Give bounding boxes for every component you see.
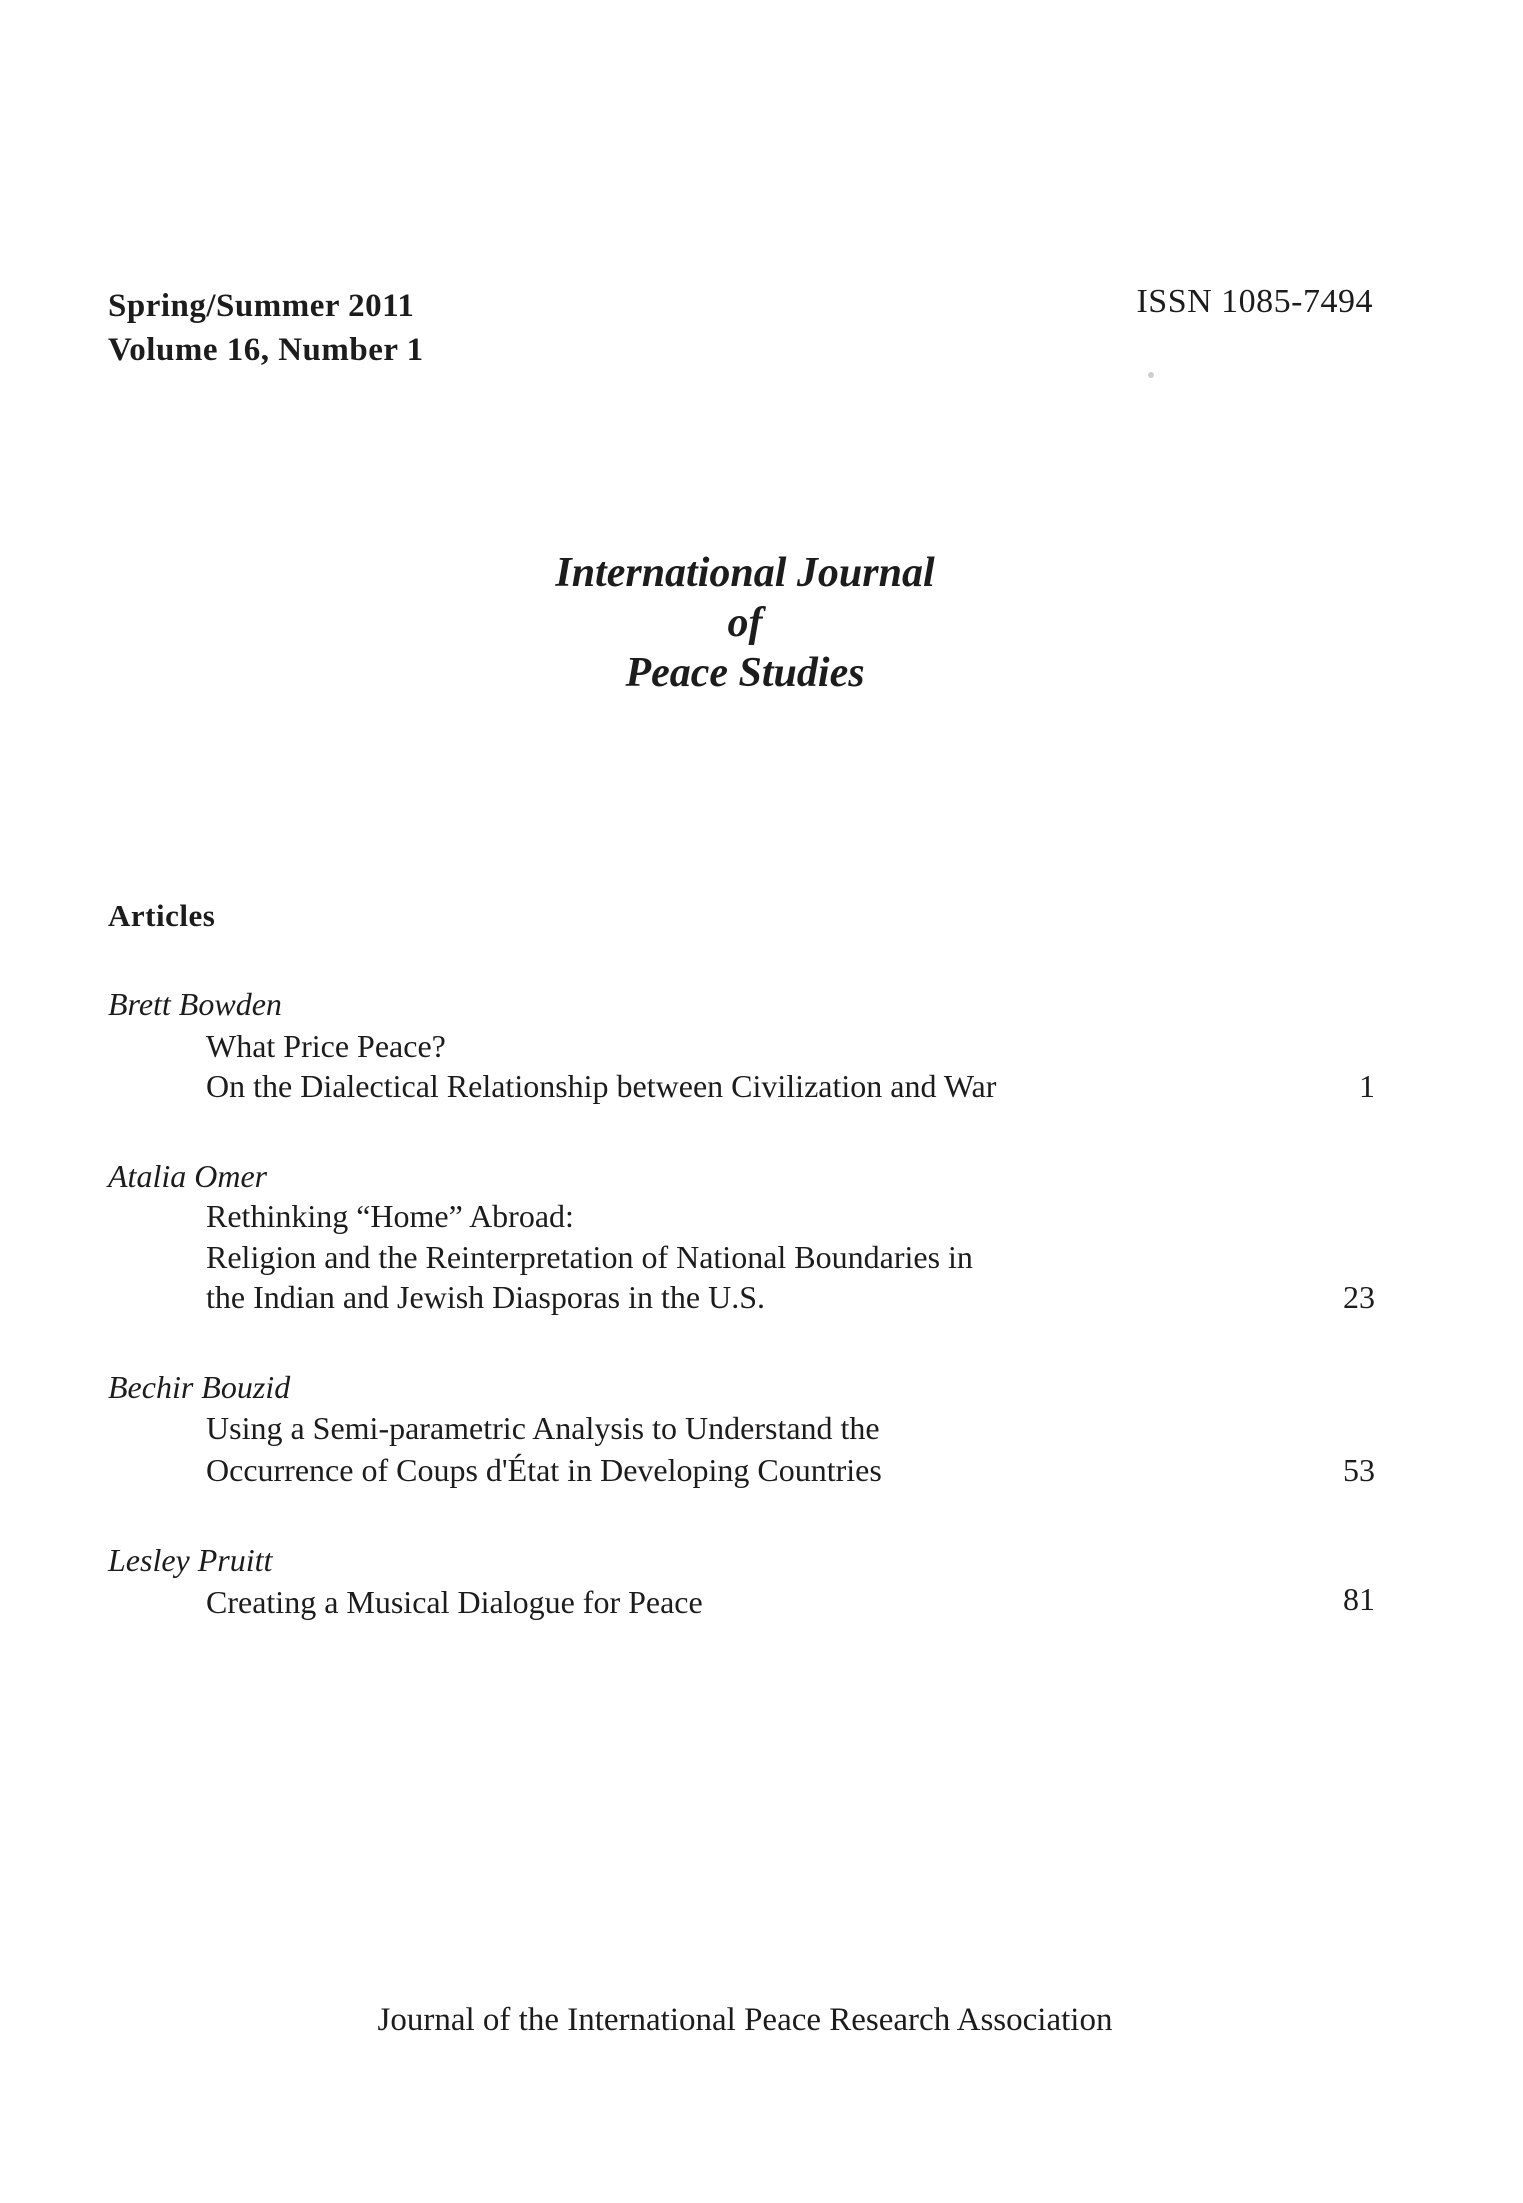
article-title-line: Creating a Musical Dialogue for Peace xyxy=(206,1584,703,1620)
article-title-line: Rethinking “Home” Abroad: xyxy=(206,1198,574,1234)
article-title-line: Occurrence of Coups d'État in Developing Countries xyxy=(206,1452,882,1488)
volume-number: Volume 16, Number 1 xyxy=(108,332,424,368)
article-author: Bechir Bouzid xyxy=(108,1369,291,1405)
section-heading-articles: Articles xyxy=(108,898,216,933)
article-author: Atalia Omer xyxy=(108,1158,268,1194)
article-page-number: 81 xyxy=(1343,1581,1375,1617)
article-author: Lesley Pruitt xyxy=(108,1542,273,1578)
article-title-line: Using a Semi-parametric Analysis to Understand the xyxy=(206,1410,880,1446)
scan-speck xyxy=(1148,372,1154,378)
footer-association-name: Journal of the International Peace Research Association xyxy=(377,2002,1113,2038)
article-page-number: 23 xyxy=(1343,1279,1375,1315)
issn: ISSN 1085-7494 xyxy=(1136,283,1373,320)
journal-title-line-2: of xyxy=(727,600,763,646)
article-title-line: On the Dialectical Relationship between Civilization and War xyxy=(206,1068,997,1104)
issue-season: Spring/Summer 2011 xyxy=(108,288,415,324)
article-title-line: the Indian and Jewish Diasporas in the U.S. xyxy=(206,1279,766,1315)
article-author: Brett Bowden xyxy=(108,986,282,1022)
article-page-number: 1 xyxy=(1359,1068,1375,1104)
journal-title-line-3: Peace Studies xyxy=(625,650,865,696)
article-title-line: Religion and the Reinterpretation of National Boundaries in xyxy=(206,1239,973,1275)
article-page-number: 53 xyxy=(1343,1452,1375,1488)
article-title-line: What Price Peace? xyxy=(206,1028,446,1064)
journal-title-line-1: International Journal xyxy=(555,550,935,596)
